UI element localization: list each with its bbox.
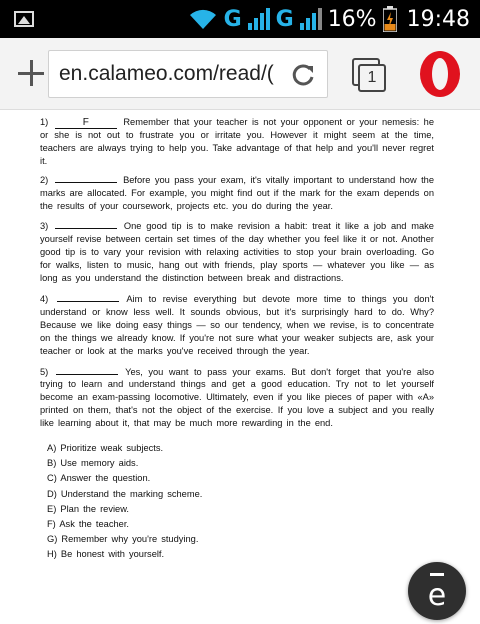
answer-blank (55, 182, 117, 183)
answer-blank (57, 301, 119, 302)
url-text[interactable]: en.calameo.com/read/( (59, 62, 274, 85)
signal-icon (248, 7, 270, 31)
tabs-icon[interactable] (352, 58, 388, 94)
paragraph-5 (40, 366, 434, 431)
tab-count: 1 (358, 64, 386, 92)
paragraph-number: 5) (40, 366, 49, 377)
paragraph-text: Yes, you want to pass your exams. But don't forget that you're also trying to learn and understand things and get a good education. Try not to let yourself become an exam-passing locomotive. Ultimately, even if you like pieces of paper with «A» printed on them, that's not the object of the exercise. If you love a subject and you really like learning about it, that may be much more rewarding in the end. (40, 366, 434, 429)
signal-icon-2 (300, 7, 322, 31)
document-page (40, 116, 434, 563)
picture-icon (14, 11, 34, 27)
paragraph-text: Aim to revise everything but devote more time to things you don't understand or know less well. It sounds obvious, but it's surprisingly hard to do. Why? Because we like doing easy things — so our tendency, when we revise, is to concentrate on the things we already know. If you're not sure what your weaker subjects are, ask your teacher or look at the marks you've received through the year. (40, 293, 434, 356)
option-item: G) Remember why you're studying. (47, 534, 199, 545)
option-item: A) Prioritize weak subjects. (47, 443, 164, 454)
calameo-button[interactable] (408, 562, 466, 620)
option-item: E) Plan the review. (47, 503, 130, 514)
network-type-2: G (275, 6, 294, 32)
clock: 19:48 (406, 6, 470, 32)
browser-toolbar (0, 38, 480, 110)
fab-label: e (427, 578, 447, 613)
option-item: D) Understand the marking scheme. (47, 488, 203, 499)
paragraph-4 (40, 293, 434, 358)
paragraph-text: Before you pass your exam, it's vitally important to understand how the marks are allocated. For example, you might find out if the mark for the exam depends on the results of your coursework, projects etc. you do during the year. (40, 174, 434, 211)
option-item: C) Answer the question. (47, 473, 151, 484)
paragraph-text: Remember that your teacher is not your opponent or your nemesis: he or she is not out to frustrate you or irritate you. However it might seem at the time, teachers are always trying to help you. Take advantage of that help and you'll never regret it. (40, 117, 435, 166)
opera-icon[interactable] (418, 50, 462, 98)
answer-blank (56, 374, 118, 375)
wifi-icon (188, 7, 218, 31)
plus-icon[interactable] (18, 60, 44, 86)
option-item: F) Ask the teacher. (47, 519, 130, 530)
reload-icon[interactable] (285, 57, 321, 93)
paragraph-number: 4) (40, 293, 49, 304)
paragraph-text: One good tip is to make revision a habit: treat it like a job and make yourself revise between certain set times of the day whether you feel like it or not. Another good tip is to vary your revision with relaxing activities to stop your brain overloading. Go for walks, listen to music, hang out with friends, play sports — whatever you like — as long as you understand the distinction between break and distractions. (40, 221, 434, 284)
paragraph-number: 3) (40, 221, 49, 232)
answer-blank-value: F (82, 117, 89, 128)
status-right (188, 0, 470, 38)
paragraph-number: 1) (40, 117, 49, 127)
network-type: G (223, 6, 242, 32)
battery-icon (383, 6, 397, 32)
paragraph-2 (40, 174, 434, 213)
status-bar (0, 0, 480, 38)
option-item: B) Use memory aids. (47, 458, 139, 469)
answer-blank (55, 228, 117, 229)
address-bar[interactable] (48, 50, 328, 98)
options-list (40, 441, 434, 563)
paragraph-3 (40, 220, 434, 285)
calameo-e-icon (408, 562, 466, 620)
paragraph-1 (40, 116, 434, 168)
option-item: H) Be honest with yourself. (47, 549, 165, 560)
paragraph-number: 2) (40, 174, 49, 185)
answer-blank (55, 117, 117, 129)
battery-percent: 16% (327, 6, 377, 32)
